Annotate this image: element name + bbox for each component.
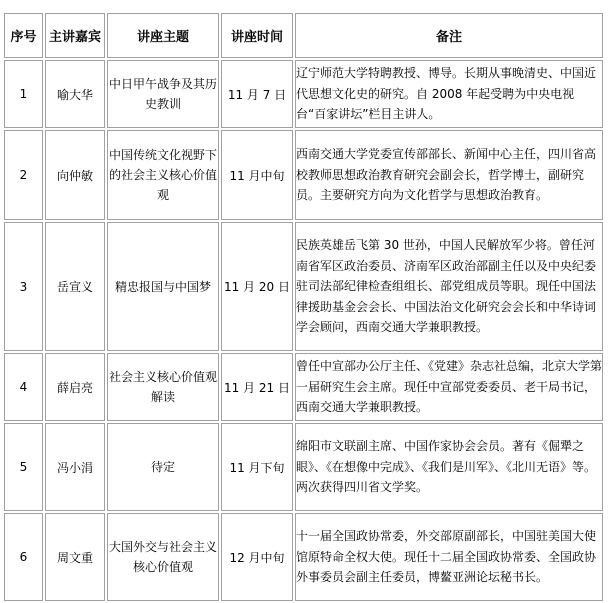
row-topic: 中国传统文化视野下的社会主义核心价值观 xyxy=(107,130,219,220)
table-row xyxy=(4,353,603,421)
row-time: 11 月 7 日 xyxy=(221,60,293,128)
row-index: 5 xyxy=(4,423,43,511)
row-note: 十一届全国政协常委，外交部原副部长，中国驻美国大使馆原特命全权大使。现任十二届全国政协常委、全国政协外事委员会副主任委员，博鳌亚洲论坛秘书长。 xyxy=(295,513,603,601)
row-note: 辽宁师范大学特聘教授、博导。长期从事晚清史、中国近代思想文化史的研究。自 2008 年起受聘为中央电视台“百家讲坛”栏目主讲人。 xyxy=(295,60,603,128)
row-index: 3 xyxy=(4,222,43,351)
table-row xyxy=(4,130,603,220)
row-note: 西南交通大学党委宣传部部长、新闻中心主任，四川省高校教师思想政治教育研究会副会长，哲学博士，副研究员。主要研究方向为文化哲学与思想政治教育。 xyxy=(295,130,603,220)
row-note: 曾任中宣部办公厅主任、《党建》杂志社总编，北京大学第一届研究生会主席。现任中宣部党委委员、老干局书记，西南交通大学兼职教授。 xyxy=(295,353,603,421)
row-speaker: 向仲敏 xyxy=(45,130,105,220)
row-time: 11 月下旬 xyxy=(221,423,293,511)
row-topic: 中日甲午战争及其历史教训 xyxy=(107,60,219,128)
header-time: 讲座时间 xyxy=(221,13,293,58)
row-time: 11 月 20 日 xyxy=(221,222,293,351)
row-time: 11 月中旬 xyxy=(221,130,293,220)
lecture-schedule-table xyxy=(2,11,605,603)
row-topic: 社会主义核心价值观解读 xyxy=(107,353,219,421)
row-speaker: 喻大华 xyxy=(45,60,105,128)
row-index: 4 xyxy=(4,353,43,421)
row-note: 民族英雄岳飞第 30 世孙，中国人民解放军少将。曾任河南省军区政治委员、济南军区政治部副主任以及中央纪委驻司法部纪律检查组组长、部党组成员等职。现任中国法律援助基金会会长、中国法治文化研究会会长和中华诗词学会顾问，西南交通大学兼职教授。 xyxy=(295,222,603,351)
row-topic: 待定 xyxy=(107,423,219,511)
table-row xyxy=(4,423,603,511)
header-speaker: 主讲嘉宾 xyxy=(45,13,105,58)
row-note: 绵阳市文联副主席、中国作家协会会员。著有《倔犟之眼》、《在想像中完成》、《我们是川军》、《北川无语》等。两次获得四川省文学奖。 xyxy=(295,423,603,511)
row-index: 6 xyxy=(4,513,43,601)
row-index: 2 xyxy=(4,130,43,220)
row-speaker: 周文重 xyxy=(45,513,105,601)
row-speaker: 岳宣义 xyxy=(45,222,105,351)
row-speaker: 冯小涓 xyxy=(45,423,105,511)
row-time: 11 月 21 日 xyxy=(221,353,293,421)
header-note: 备注 xyxy=(295,13,603,58)
table-row xyxy=(4,222,603,351)
header-row xyxy=(4,13,603,58)
table-row xyxy=(4,60,603,128)
row-topic: 精忠报国与中国梦 xyxy=(107,222,219,351)
row-topic: 大国外交与社会主义核心价值观 xyxy=(107,513,219,601)
header-index: 序号 xyxy=(4,13,43,58)
row-time: 12 月中旬 xyxy=(221,513,293,601)
row-speaker: 薛启亮 xyxy=(45,353,105,421)
table-row xyxy=(4,513,603,601)
row-index: 1 xyxy=(4,60,43,128)
header-topic: 讲座主题 xyxy=(107,13,219,58)
